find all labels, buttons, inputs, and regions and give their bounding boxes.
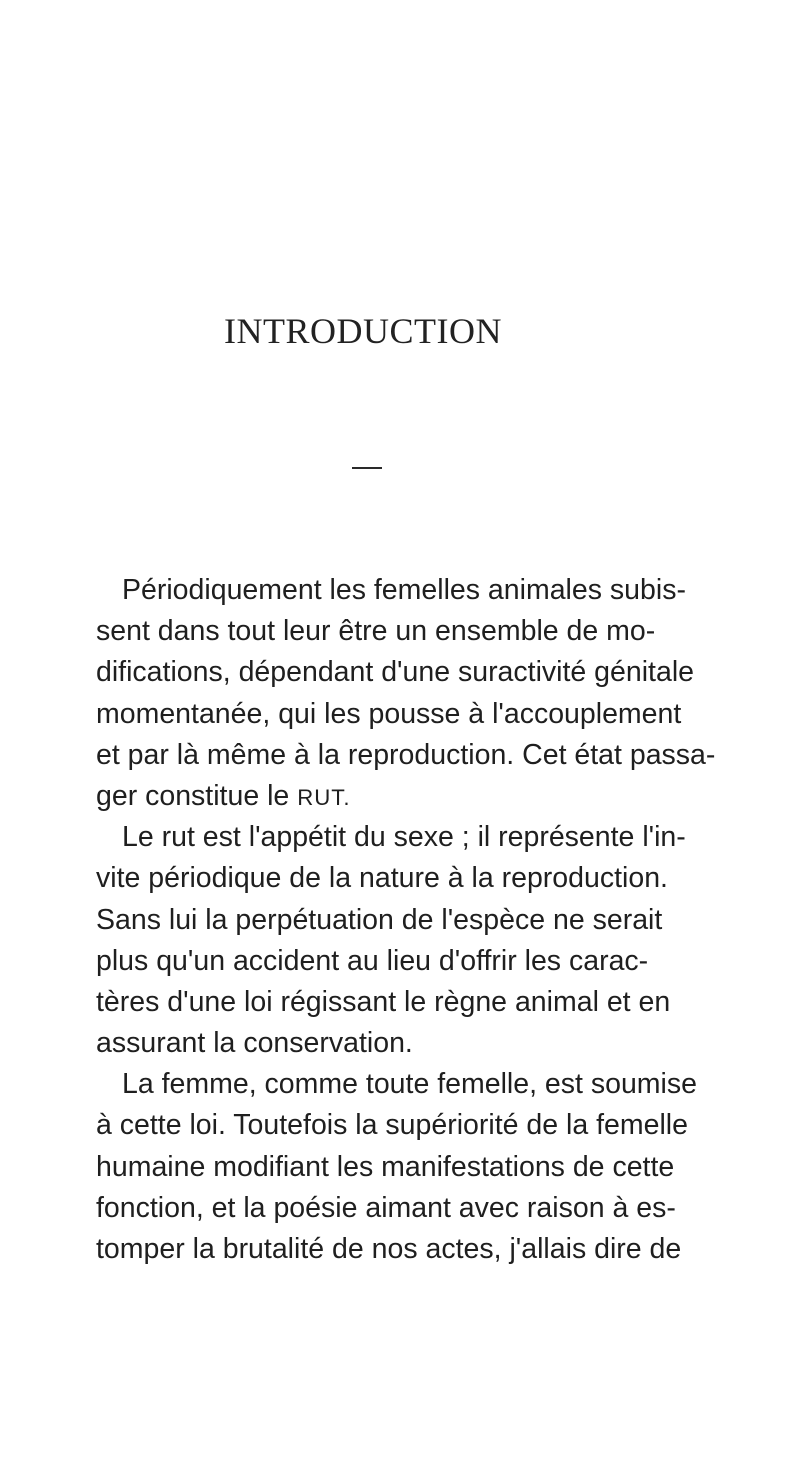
text-line: à cette loi. Toutefois la supériorité de la femelle	[96, 1109, 688, 1142]
body-text	[96, 570, 736, 1270]
text-line-prefix: ger constitue le	[96, 779, 298, 812]
text-line: tomper la brutalité de nos actes, j'allais dire de	[96, 1233, 682, 1265]
chapter-title: INTRODUCTION	[224, 311, 502, 351]
text-line: fonction, et la poésie aimant avec raison à es-	[96, 1191, 676, 1224]
text-line-with-term	[96, 776, 736, 817]
text-line: Sans lui la perpétuation de l'espèce ne serait	[96, 903, 663, 936]
text-line: assurant la conservation.	[96, 1027, 413, 1060]
text-line: difications, dépendant d'une suractivité génitale	[96, 656, 695, 689]
text-line: et par là même à la reproduction. Cet état passa-	[96, 738, 716, 771]
text-line: Le rut est l'appétit du sexe ; il représente l'in-	[122, 821, 686, 854]
paragraph-3	[96, 1064, 736, 1270]
text-line: plus qu'un accident au lieu d'offrir les carac-	[96, 944, 649, 977]
text-line: tères d'une loi régissant le règne animal et en	[96, 985, 671, 1018]
text-line: sent dans tout leur être un ensemble de mo-	[96, 615, 656, 648]
text-line: La femme, comme toute femelle, est soumise	[122, 1068, 697, 1101]
paragraph-2	[96, 817, 736, 1064]
defined-term: RUT.	[297, 784, 351, 810]
text-line: Périodiquement les femelles animales subis-	[122, 574, 686, 606]
paragraph-1	[96, 570, 736, 817]
title-divider	[352, 467, 382, 469]
text-line: humaine modifiant les manifestations de cette	[96, 1150, 675, 1183]
text-line: momentanée, qui les pousse à l'accouplement	[96, 697, 682, 730]
text-line: vite périodique de la nature à la reproduction.	[96, 862, 668, 895]
